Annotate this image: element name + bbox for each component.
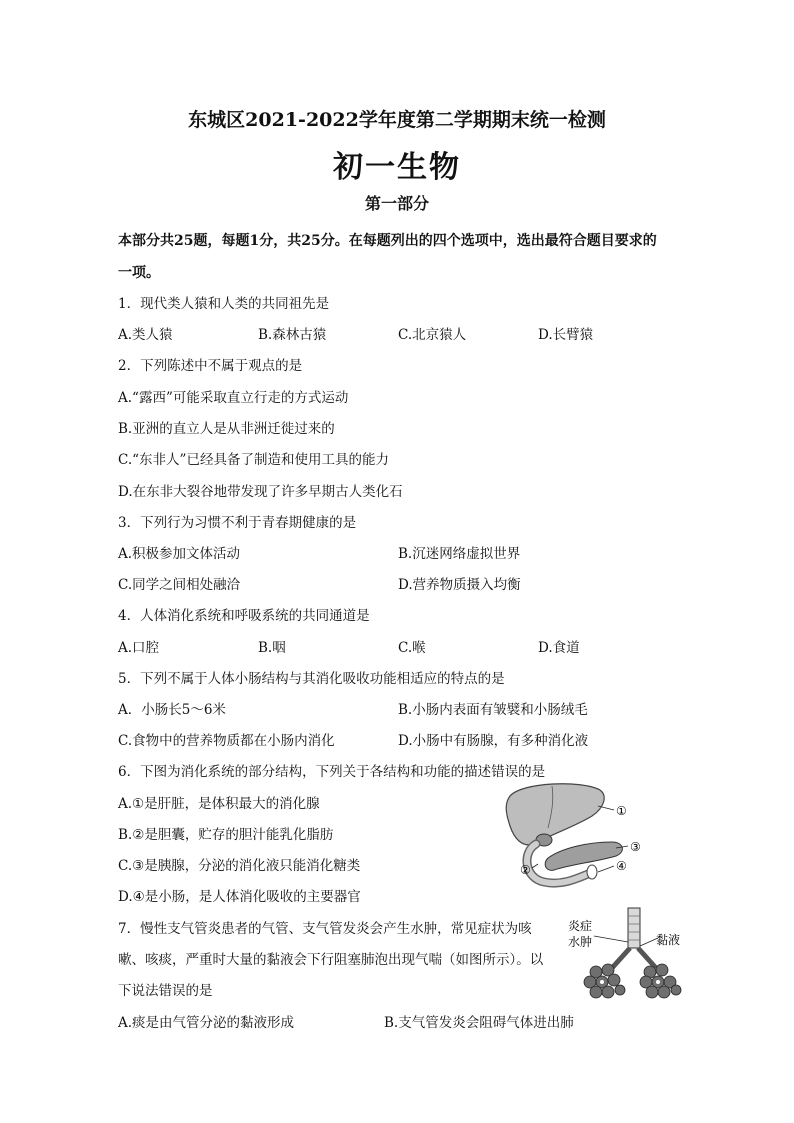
q2-option-a: A.“露西”可能采取直立行走的方式运动	[118, 390, 349, 406]
q3-option-c: C.同学之间相处融洽	[118, 577, 241, 593]
bronchitis-figure	[566, 906, 686, 1006]
q2-option-b: B.亚洲的直立人是从非洲迁徙过来的	[118, 421, 335, 437]
q5-option-b: B.小肠内表面有皱襞和小肠绒毛	[398, 702, 588, 718]
label-inflammation: 炎症	[568, 919, 593, 933]
q1-option-d: D.长臂猿	[538, 327, 594, 343]
q4-option-a: A.口腔	[118, 640, 160, 656]
section-title: 第一部分	[364, 194, 429, 213]
instructions-line-2: 一项。	[118, 265, 160, 281]
q4-option-c: C.喉	[398, 640, 426, 656]
q6-option-c: C.③是胰腺，分泌的消化液只能消化糖类	[118, 858, 361, 874]
question-7-stem-line-3: 下说法错误的是	[118, 983, 213, 999]
question-6-stem: 6．下图为消化系统的部分结构，下列关于各结构和功能的描述错误的是	[118, 764, 546, 780]
digestive-system-figure	[492, 778, 652, 898]
q2-option-d: D.在东非大裂谷地带发现了许多早期古人类化石	[118, 484, 403, 500]
q3-option-a: A.积极参加文体活动	[118, 546, 241, 562]
q2-option-c: C.“东非人”已经具备了制造和使用工具的能力	[118, 452, 389, 468]
pancreas-shape	[545, 842, 622, 870]
label-mucus: 黏液	[656, 933, 681, 947]
q5-option-a: A．小肠长5～6米	[118, 702, 226, 718]
question-7-stem-line-2: 嗽、咳痰，严重时大量的黏液会下行阻塞肺泡出现气喘（如图所示）。以	[118, 952, 544, 968]
figure-label-2: ②	[520, 863, 531, 877]
q3-option-b: B.沉迷网络虚拟世界	[398, 546, 521, 562]
q4-option-d: D.食道	[538, 640, 580, 656]
label-edema: 水肿	[568, 935, 593, 949]
alveoli-left	[584, 964, 625, 998]
q6-option-b: B.②是胆囊，贮存的胆汁能乳化脂肪	[118, 827, 334, 843]
figure-label-1: ①	[616, 804, 627, 818]
intestine-opening	[587, 865, 597, 879]
q1-option-b: B.森林古猿	[258, 327, 327, 343]
instructions-line-1: 本部分共25题，每题1分，共25分。在每题列出的四个选项中，选出最符合题目要求的	[118, 233, 657, 249]
liver-shape	[506, 784, 604, 845]
q6-option-d: D.④是小肠，是人体消化吸收的主要器官	[118, 889, 361, 905]
alveoli-right	[640, 964, 681, 998]
q1-option-a: A.类人猿	[118, 327, 173, 343]
exam-title: 东城区2021-2022学年度第二学期期末统一检测	[188, 109, 606, 131]
q7-option-b: B.支气管发炎会阻碍气体进出肺	[384, 1015, 574, 1031]
question-2-stem: 2．下列陈述中不属于观点的是	[118, 358, 303, 374]
subject-title: 初一生物	[333, 150, 461, 185]
question-1-stem: 1．现代类人猿和人类的共同祖先是	[118, 296, 330, 312]
question-5-stem: 5．下列不属于人体小肠结构与其消化吸收功能相适应的特点的是	[118, 671, 505, 687]
figure-label-3: ③	[630, 840, 641, 854]
question-4-stem: 4．人体消化系统和呼吸系统的共同通道是	[118, 608, 370, 624]
q4-option-b: B.咽	[258, 640, 286, 656]
question-3-stem: 3．下列行为习惯不利于青春期健康的是	[118, 515, 357, 531]
q5-option-c: C.食物中的营养物质都在小肠内消化	[118, 733, 335, 749]
q3-option-d: D.营养物质摄入均衡	[398, 577, 521, 593]
q5-option-d: D.小肠中有肠腺，有多种消化液	[398, 733, 589, 749]
question-7-stem-line-1: 7．慢性支气管炎患者的气管、支气管发炎会产生水肿，常见症状为咳	[118, 921, 532, 937]
q7-option-a: A.痰是由气管分泌的黏液形成	[118, 1015, 295, 1031]
q6-option-a: A.①是肝脏，是体积最大的消化腺	[118, 796, 320, 812]
q1-option-c: C.北京猿人	[398, 327, 467, 343]
figure-label-4: ④	[616, 859, 627, 873]
